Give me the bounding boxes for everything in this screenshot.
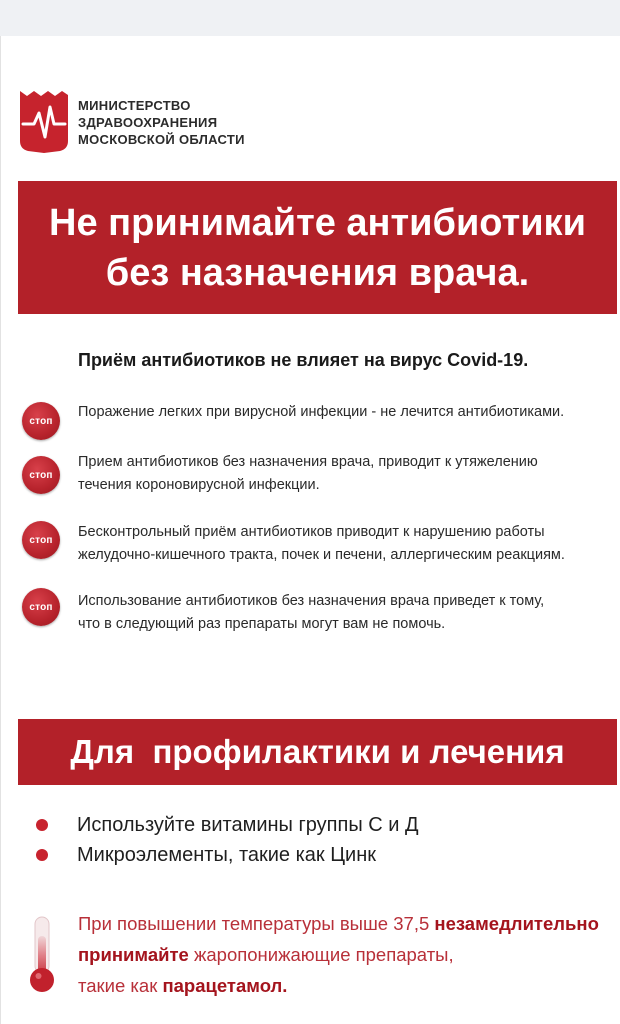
stop-sign-icon: стоп xyxy=(22,588,60,626)
advice-text: жаропонижающие препараты, xyxy=(188,944,454,965)
banner-title: Для профилактики и лечения xyxy=(70,733,565,770)
advice-emphasis: незамедлительно xyxy=(434,913,599,934)
banner-line: без назначения врача. xyxy=(105,251,530,294)
banner-line: Не принимайте антибиотики xyxy=(49,201,586,244)
main-warning-banner xyxy=(18,181,617,314)
covid-subheading: Приём антибиотиков не влияет на вирус Covid-19. xyxy=(78,350,529,370)
prevention-banner xyxy=(18,719,617,785)
page-edge xyxy=(0,36,1,1024)
list-item xyxy=(36,840,376,870)
list-item xyxy=(36,810,419,840)
stop-item-line: Использование антибиотиков без назначения врача приведет к тому, xyxy=(78,593,545,609)
advice-line xyxy=(78,939,599,970)
stop-item-line: Прием антибиотиков без назначения врача, приводит к утяжелению xyxy=(78,454,538,470)
top-strip xyxy=(0,0,620,36)
stop-sign-icon: стоп xyxy=(22,402,60,440)
ministry-line: МИНИСТЕРСТВО xyxy=(78,98,191,113)
advice-text: такие как xyxy=(78,975,163,996)
stop-item-line: что в следующий раз препараты могут вам не помочь. xyxy=(78,616,446,632)
stop-sign-icon: стоп xyxy=(22,521,60,559)
stop-item-line: Поражение легких при вирусной инфекции - не лечится антибиотиками. xyxy=(78,404,565,420)
list-item-text: Микроэлементы, такие как Цинк xyxy=(77,843,376,866)
ministry-line: МОСКОВСКОЙ ОБЛАСТИ xyxy=(78,132,245,147)
ministry-name xyxy=(78,97,245,148)
temperature-advice xyxy=(78,908,599,1001)
list-item-text: Используйте витамины группы С и Д xyxy=(77,813,419,836)
bullet-icon xyxy=(36,849,48,861)
stop-item-text xyxy=(78,401,618,424)
stop-item-line: желудочно-кишечного тракта, почек и печени, аллергическим реакциям. xyxy=(78,547,565,563)
advice-text: При повышении температуры выше 37,5 xyxy=(78,913,435,934)
stop-item-line: течения короновирусной инфекции. xyxy=(78,477,320,493)
advice-line xyxy=(78,908,599,939)
stop-sign-icon: стоп xyxy=(22,456,60,494)
advice-emphasis: принимайте xyxy=(78,944,189,965)
advice-emphasis: парацетамол. xyxy=(162,975,288,996)
stop-item-text xyxy=(78,521,618,567)
stop-item-text xyxy=(78,451,618,497)
bullet-icon xyxy=(36,819,48,831)
stop-item-text xyxy=(78,590,618,636)
ministry-line: ЗДРАВООХРАНЕНИЯ xyxy=(78,115,218,130)
stop-item-line: Бесконтрольный приём антибиотиков приводит к нарушению работы xyxy=(78,524,545,540)
advice-line xyxy=(78,970,599,1001)
heartbeat-shield-icon xyxy=(20,91,68,153)
thermometer-icon xyxy=(28,916,56,994)
